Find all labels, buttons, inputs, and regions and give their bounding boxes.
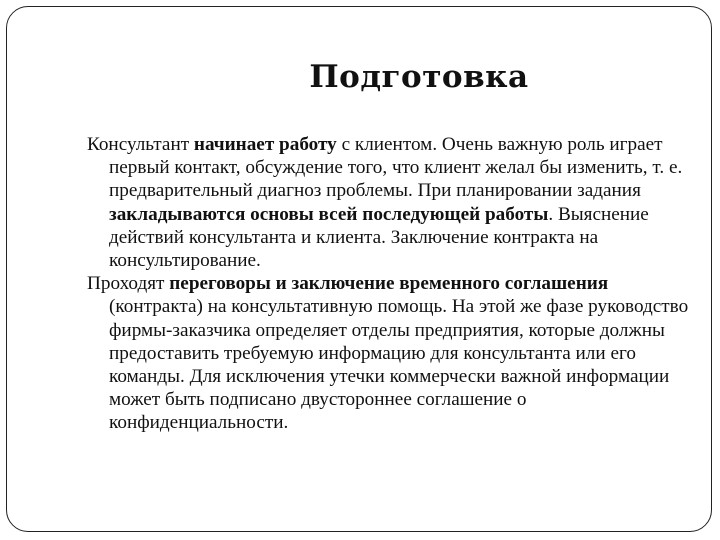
slide-body: [87, 133, 699, 435]
bold-segment: закладываются основы всей последующей работы: [109, 203, 549, 225]
paragraph-2: [87, 272, 699, 434]
text-segment: Проходят: [87, 273, 170, 295]
text-segment: (контракта) на консультативную помощь. На этой же фазе руководство фирмы-заказчика определяет отделы предприятия, которые должны предоставить требуемую информацию для консультанта или его команды. Для исключения утечки коммерчески важной информации может быть подписано двустороннее соглашение о конфиденциальности.: [109, 296, 689, 434]
text-segment: с клиентом. Очень важную роль играет первый контакт, обсуждение того, что клиент желал бы изменить, т. е. предварительный диагноз проблемы. При планировании задания: [109, 134, 683, 202]
bold-segment: начинает работу: [193, 134, 337, 155]
paragraph-1: [87, 133, 699, 272]
text-segment: Консультант: [87, 134, 194, 155]
slide-title: Подготовка: [309, 59, 529, 95]
text-segment: . Выяснение действий консультанта и клиента. Заключение контракта на консультирование.: [109, 203, 649, 272]
slide-frame: [6, 6, 712, 532]
bold-segment: переговоры и заключение временного соглашения: [169, 273, 609, 295]
